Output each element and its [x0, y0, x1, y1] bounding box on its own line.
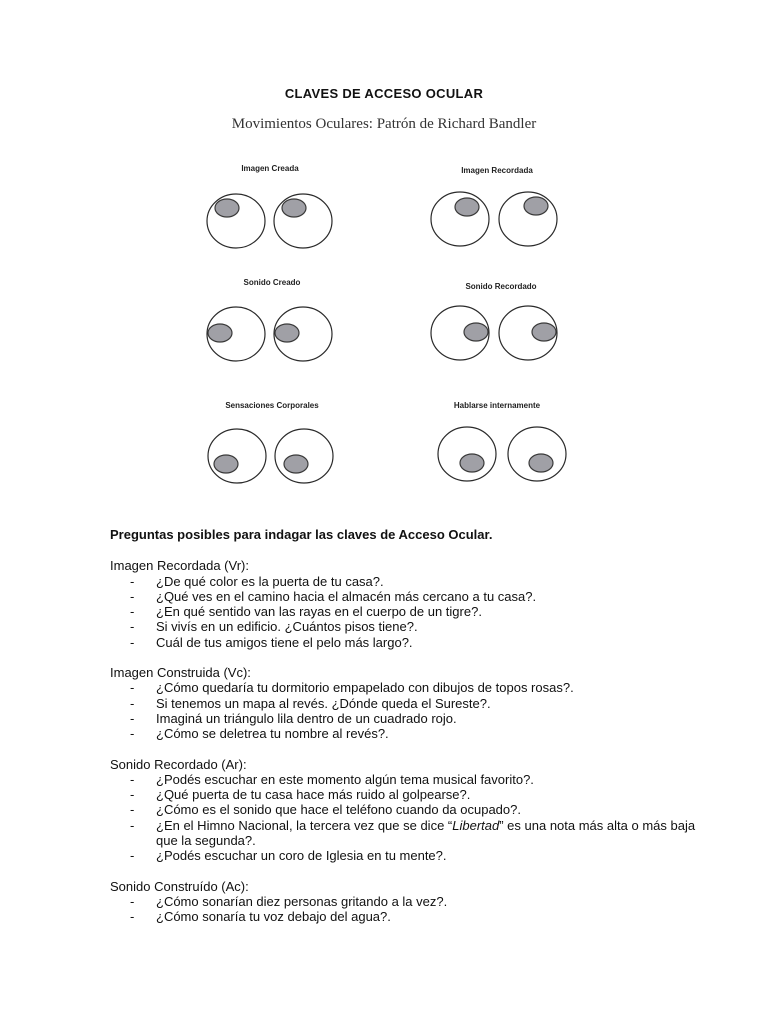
- label-created-image: Imagen Creada: [241, 164, 299, 173]
- list-item: - Imaginá un triángulo lila dentro de un cuadrado rojo.: [110, 711, 710, 726]
- anthem-emphasis: Libertad: [452, 817, 500, 833]
- bullet-dash: -: [130, 771, 135, 787]
- left-pupil: [464, 323, 488, 341]
- left-pupil: [460, 454, 484, 472]
- list-item: - ¿Cómo se deletrea tu nombre al revés?.: [110, 726, 710, 741]
- left-pupil: [215, 199, 239, 217]
- bullet-dash: -: [130, 588, 135, 604]
- list-item: - ¿Cómo quedaría tu dormitorio empapelado con dibujos de topos rosas?.: [110, 680, 710, 695]
- label-created-sound: Sonido Creado: [243, 278, 301, 287]
- bullet-dash: -: [130, 710, 135, 726]
- questions-title: Preguntas posibles para indagar las claves de Acceso Ocular.: [110, 527, 493, 542]
- left-eye: [438, 427, 496, 481]
- section-heading: Imagen Construida (Vc):: [110, 665, 251, 681]
- section-heading: Sonido Construído (Ac):: [110, 878, 249, 894]
- bullet-dash: -: [130, 619, 135, 635]
- eye-patterns-diagram: [0, 150, 768, 490]
- list-item: - ¿En qué sentido van las rayas en el cuerpo de un tigre?.: [110, 604, 710, 619]
- bullet-dash: -: [130, 634, 135, 650]
- right-pupil: [529, 454, 553, 472]
- bullet-dash: -: [130, 695, 135, 711]
- eye-pair-recalled-image: [431, 192, 557, 246]
- list-item: - ¿Cómo es el sonido que hace el teléfono cuando da ocupado?.: [110, 802, 710, 817]
- list-item: - ¿Qué ves en el camino hacia el almacén más cercano a tu casa?.: [110, 589, 710, 604]
- bullet-dash: -: [130, 802, 135, 818]
- bullet-dash: -: [130, 680, 135, 696]
- bullet-dash: -: [130, 893, 135, 909]
- eye-pair-created-image: [207, 194, 332, 248]
- right-pupil: [524, 197, 548, 215]
- section-recalled-image: [110, 558, 710, 650]
- list-item: - Cuál de tus amigos tiene el pelo más largo?.: [110, 635, 710, 650]
- bullet-dash: -: [130, 573, 135, 589]
- bullet-dash: -: [130, 726, 135, 742]
- right-pupil: [532, 323, 556, 341]
- right-pupil: [284, 455, 308, 473]
- left-pupil: [455, 198, 479, 216]
- eye-pair-body-sensations: [208, 429, 333, 483]
- list-item: - ¿Podés escuchar un coro de Iglesia en tu mente?.: [110, 848, 710, 863]
- diagram-subtitle: Movimientos Oculares: Patrón de Richard Bandler: [231, 116, 537, 132]
- list-item: - Si tenemos un mapa al revés. ¿Dónde queda el Sureste?.: [110, 696, 710, 711]
- list-item: - ¿Qué puerta de tu casa hace más ruido al golpearse?.: [110, 787, 710, 802]
- section-constructed-image: [110, 665, 710, 741]
- section-heading: Imagen Recordada (Vr):: [110, 558, 249, 574]
- eye-pair-self-talk: [438, 427, 566, 481]
- list-item: - ¿Podés escuchar en este momento algún tema musical favorito?.: [110, 772, 710, 787]
- right-pupil: [275, 324, 299, 342]
- list-item: - ¿Cómo sonaría tu voz debajo del agua?.: [110, 909, 710, 924]
- label-body-sensations: Sensaciones Corporales: [225, 401, 319, 410]
- label-recalled-sound: Sonido Recordado: [465, 282, 537, 291]
- section-constructed-sound: [110, 879, 710, 925]
- questions-block: [110, 527, 710, 925]
- anthem-question-end: ” es una nota más alta o más baja que la segunda?.: [156, 817, 696, 849]
- list-item: - Si vivís en un edificio. ¿Cuántos pisos tiene?.: [110, 619, 710, 634]
- bullet-dash: -: [130, 787, 135, 803]
- left-eye: [208, 429, 266, 483]
- eye-pair-created-sound: [207, 307, 332, 361]
- left-pupil: [214, 455, 238, 473]
- label-recalled-image: Imagen Recordada: [461, 166, 533, 175]
- eye-pair-recalled-sound: [431, 306, 557, 360]
- bullet-dash: -: [130, 848, 135, 864]
- section-heading: Sonido Recordado (Ar):: [110, 756, 247, 772]
- page-title: CLAVES DE ACCESO OCULAR: [284, 86, 484, 101]
- right-eye: [275, 429, 333, 483]
- bullet-dash: -: [130, 817, 135, 833]
- anthem-question-start: ¿En el Himno Nacional, la tercera vez que se dice “: [156, 817, 453, 833]
- list-item: - ¿Cómo sonarían diez personas gritando a la vez?.: [110, 894, 710, 909]
- bullet-dash: -: [130, 604, 135, 620]
- label-self-talk: Hablarse internamente: [453, 401, 541, 410]
- section-recalled-sound: [110, 757, 710, 864]
- list-item: [110, 818, 710, 849]
- list-item: - ¿De qué color es la puerta de tu casa?.: [110, 574, 710, 589]
- right-pupil: [282, 199, 306, 217]
- left-pupil: [208, 324, 232, 342]
- bullet-dash: -: [130, 909, 135, 925]
